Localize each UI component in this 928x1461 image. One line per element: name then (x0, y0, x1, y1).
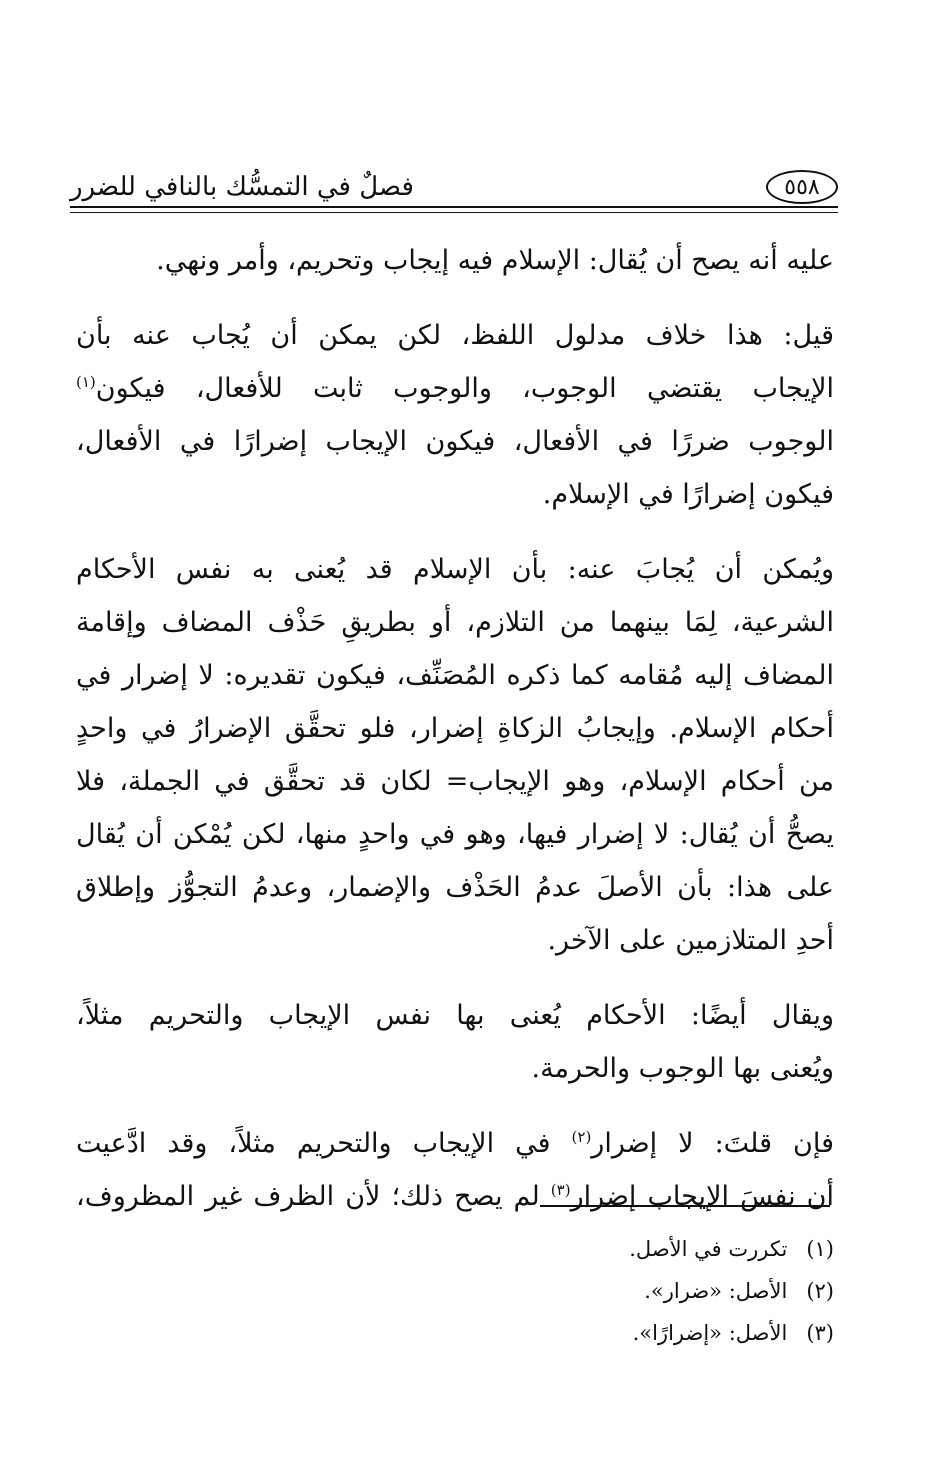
text-line: عليه أنه يصح أن يُقال: الإسلام فيه إيجاب وتحريم، وأمر ونهي. (156, 245, 834, 276)
text-line (76, 1170, 834, 1223)
text-line: قيل: هذا خلاف مدلول اللفظ، لكن يمكن أن يُجاب عنه بأن (76, 320, 834, 351)
text-line: الوجوب ضررًا في الأفعال، فيكون الإيجاب إضرارًا في الأفعال، (76, 426, 834, 457)
text-line: أحدِ المتلازمين على الآخر. (547, 925, 834, 956)
text-line: المضاف إليه مُقامه كما ذكره المُصَنِّف، فيكون تقديره: لا إضرار في (76, 660, 834, 691)
text-line: أحكام الإسلام. وإيجابُ الزكاةِ إضرار، فلو تحقَّق الإضرارُ في واحدٍ (76, 713, 834, 744)
text-line: يصحُّ أن يُقال: لا إضرار فيها، وهو في واحدٍ منها، لكن يُمْكن أن يُقال (76, 819, 834, 850)
running-title: فصلٌ في التمسُّك بالنافي للضرر (70, 172, 414, 202)
footnote-text: الأصل: «ضرار». (644, 1279, 788, 1303)
footnote-text: تكررت في الأصل. (629, 1237, 788, 1261)
text-span: الإيجاب يقتضي الوجوب، والوجوب ثابت للأفعال، فيكون (95, 373, 834, 404)
text-line: فيكون إضرارًا في الإسلام. (542, 479, 834, 510)
footnotes (400, 1228, 834, 1354)
text-span: أن نفسَ الإيجاب إضرار (570, 1181, 834, 1212)
header-rule-thin (70, 212, 838, 213)
text-line: الشرعية، لِمَا بينهما من التلازم، أو بطريقِ حَذْف المضاف وإقامة (76, 607, 834, 638)
footnote-text: الأصل: «إضرارًا». (632, 1321, 788, 1345)
footnote-2 (400, 1270, 834, 1312)
text-line: ويُمكن أن يُجابَ عنه: بأن الإسلام قد يُعنى به نفس الأحكام (76, 554, 834, 585)
page-number: ٥٥٨ (784, 174, 820, 200)
text-line (76, 362, 834, 415)
footnote-number: (٢) (806, 1279, 834, 1303)
footnote-separator (540, 1205, 830, 1207)
body-text (76, 234, 834, 1223)
footnote-ref-2: (٢) (571, 1128, 592, 1146)
text-line (76, 1117, 834, 1170)
text-span: في الإيجاب والتحريم مثلاً، وقد ادَّعيت (76, 1128, 551, 1159)
footnote-ref-1: (١) (76, 373, 96, 391)
text-line: من أحكام الإسلام، وهو الإيجاب= لكان قد تحقَّق في الجملة، فلا (76, 766, 834, 797)
header-rule-thick (70, 206, 838, 208)
page-number-badge (766, 170, 838, 204)
text-span: فإن قلتَ: لا إضرار (591, 1128, 834, 1159)
footnote-number: (٣) (806, 1321, 834, 1345)
footnote-number: (١) (806, 1237, 834, 1261)
text-line: ويقال أيضًا: الأحكام يُعنى بها نفس الإيجاب والتحريم مثلاً، (76, 1000, 834, 1031)
text-line: على هذا: بأن الأصلَ عدمُ الحَذْف والإضمار، وعدمُ التجوُّز وإطلاق (76, 872, 834, 903)
footnote-ref-3: (٣) (550, 1181, 571, 1199)
text-span: لم يصح ذلك؛ لأن الظرف غير المظروف، (76, 1181, 540, 1212)
footnote-3 (400, 1312, 834, 1354)
footnote-1 (400, 1228, 834, 1270)
text-line: ويُعنى بها الوجوب والحرمة. (531, 1053, 834, 1084)
